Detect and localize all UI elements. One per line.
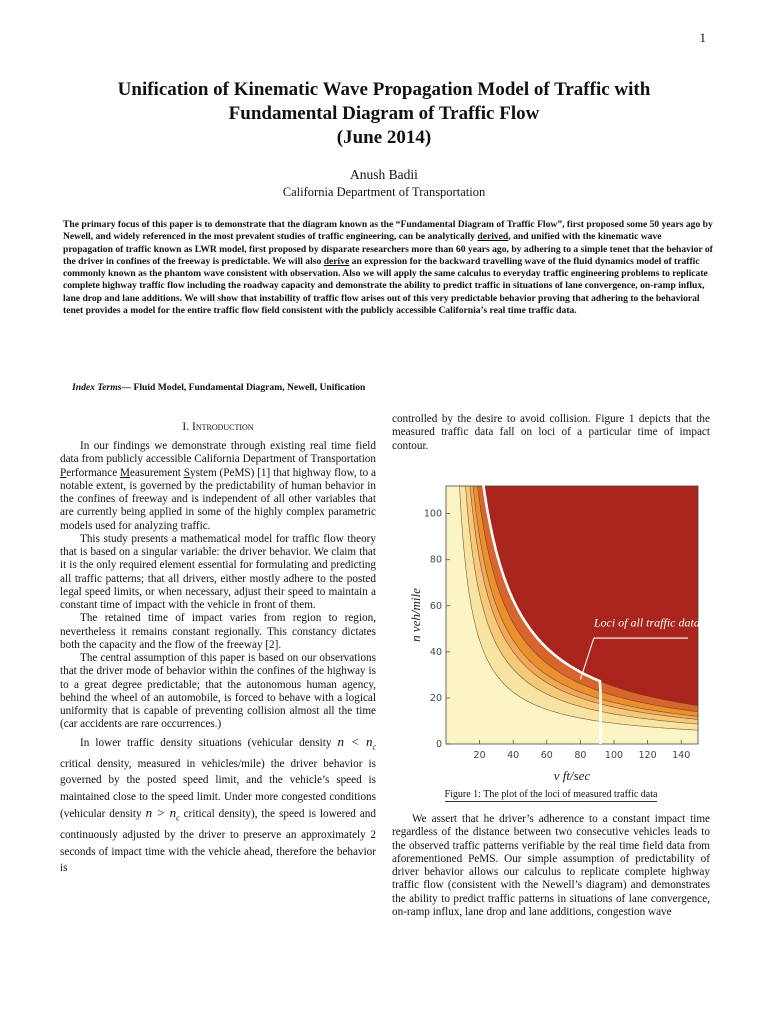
text-run: In our findings we demonstrate through existing real time field data from publicly accessible California Department of Transportation — [60, 440, 376, 466]
acronym-letter: M — [120, 466, 130, 479]
y-tick-label: 60 — [429, 600, 442, 612]
x-tick-label: 100 — [604, 750, 624, 761]
index-terms-label: Index Terms — [72, 382, 122, 393]
x-tick-label: 80 — [574, 750, 587, 761]
acronym-letter: P — [60, 466, 67, 479]
text-run: critical density), the speed is lowered and continuously adjusted by the driver to preserve an approximately 2 seconds of impact time with the vehicle ahead, therefore the behavior is — [60, 808, 376, 875]
math-inline — [145, 805, 180, 823]
y-tick-label: 80 — [429, 554, 442, 566]
figure-caption — [392, 789, 710, 800]
math-inline — [337, 733, 377, 752]
section-title: Introduction — [191, 421, 254, 433]
author-affiliation: California Department of Transportation — [282, 185, 486, 199]
index-terms — [72, 382, 365, 393]
left-column — [60, 440, 376, 877]
math-text: n > n — [145, 805, 177, 821]
abstract-text-2: , and unified with the kinematic wave propagation of traffic known as LWR model, first proposed by disparate researchers more than 60 years ago, by adhering to a simple tenet that the behavior of the driver in confines of the freeway is predictable. We will also — [63, 231, 713, 267]
title-line-2: Fundamental Diagram of Traffic Flow — [228, 103, 540, 124]
abstract-underlined-derived: derived — [477, 231, 509, 243]
intro-paragraph-1 — [60, 440, 376, 533]
text-run: ystem (PeMS) [1] that highway flow, to a notable extent, is governed by the predictability of human behavior in the confines of freeway and is independent of all other variables that are currently being applied in some of the highly complex parametric models used for analyzing traffic. — [60, 466, 376, 532]
abstract — [63, 219, 713, 317]
text-run: erformance — [66, 466, 121, 479]
x-axis-label: v ft/sec — [553, 768, 591, 783]
intro-paragraph-5 — [60, 734, 376, 877]
abstract-underlined-derive: derive — [323, 255, 350, 267]
text-run: In lower traffic density situations (vehicular density — [80, 736, 338, 749]
y-axis-label: n veh/mile — [408, 588, 423, 642]
paper-title — [60, 78, 708, 150]
index-terms-text: — Fluid Model, Fundamental Diagram, Newell, Unification — [121, 382, 366, 393]
x-tick-label: 140 — [672, 750, 691, 761]
y-tick-label: 0 — [435, 739, 442, 750]
right-paragraph-1: We assert that he driver’s adherence to a constant impact time regardless of the distance between two consecutive vehicles leads to the observed traffic patterns verifiable by the real time field data from aforementioned PeMS. Our simple assumption of predictability of driver behavior allows our calculus to replicate complete highway traffic flow (consistent with the Newell’s diagram) and demonstrates the ability to predict traffic patterns in situations of lane convergence, on-ramp influx, lane drop and lane additions, congestion wave — [392, 813, 710, 918]
math-sub: c — [176, 813, 180, 823]
acronym-letter: S — [183, 466, 190, 479]
right-column-bottom — [392, 813, 710, 919]
math-sub: c — [372, 742, 377, 752]
section-number: I. — [182, 421, 190, 433]
text-run: critical density, measured in vehicles/mile) the driver behavior is governed by the posted speed limit, and the vehicle’s speed is maintained close to the speed limit. Under more congested conditions (vehicular density — [60, 757, 376, 821]
figure-1-contour-plot — [396, 478, 708, 788]
x-tick-label: 20 — [473, 750, 486, 761]
abstract-text-1: The primary focus of this paper is to demonstrate that the diagram known as the “Fundamental Diagram of Traffic Flow”, first proposed some 50 years ago by Newell, and widely referenced in the most prevalent studies of traffic engineering, can be analytically — [63, 219, 713, 243]
author-name: Anush Badii — [350, 167, 418, 182]
x-tick-label: 60 — [540, 750, 553, 761]
y-tick-label: 40 — [429, 646, 442, 658]
intro-paragraph-4: The central assumption of this paper is based on our observations that the driver mode of behavior within the confines of the highway is to a great degree predictable; that the autonomous human agency, behind the wheel of an automobile, is forced to behave with a logical uniformity that is capable of preventing collision almost all the time (car accidents are rare occurrences.) — [60, 652, 376, 731]
intro-paragraph-3: The retained time of impact varies from region to region, nevertheless it remains constant regionally. This constancy dictates both the capacity and the flow of the freeway [2]. — [60, 612, 376, 651]
x-tick-label: 120 — [638, 750, 657, 761]
title-line-1: Unification of Kinematic Wave Propagation Model of Traffic with — [117, 79, 651, 100]
title-date: (June 2014) — [336, 127, 432, 148]
intro-paragraph-2: This study presents a mathematical model for traffic flow theory that is based on a singular variable: the driver behavior. We claim that it is the only required element essential for formulating and predicting all traffic patterns; that all drivers, either mostly adhere to the posted legal speed limits, or when necessary, adjust their speed to maintain a constant time of impact with the vehicle in front of them. — [60, 532, 376, 611]
page-number: 1 — [699, 30, 706, 45]
y-tick-label: 20 — [429, 692, 442, 704]
math-text: n < n — [337, 733, 373, 749]
section-heading — [60, 421, 376, 433]
right-column-top — [392, 413, 710, 453]
loci-annotation: Loci of all traffic data — [593, 615, 700, 630]
abstract-text-3: an expression for the backward travelling wave of the fluid dynamics model of traffic commonly known as the phantom wave consistent with observation. Also we will apply the same calculus to everyday traffic engineering problems to replicate complete highway traffic flow including the roadway capacity and demonstrate the ability to predict traffic in situations of lane convergence, on-ramp influx, lane drop and lane additions. We will show that instability of traffic flow arises out of this very predictable behavior proving that adhering to the behavioral tenet provides a model for the entire traffic flow field consistent with the publicly accessible California’s real time traffic data. — [63, 255, 708, 317]
figure-caption-text: Figure 1: The plot of the loci of measured traffic data — [444, 789, 658, 800]
y-tick-label: 100 — [423, 508, 442, 520]
x-tick-label: 40 — [507, 750, 520, 761]
text-run: easurement — [129, 466, 184, 479]
right-paragraph-0: controlled by the desire to avoid collision. Figure 1 depicts that the measured traffic data fall on loci of a particular time of impact contour. — [392, 413, 710, 452]
